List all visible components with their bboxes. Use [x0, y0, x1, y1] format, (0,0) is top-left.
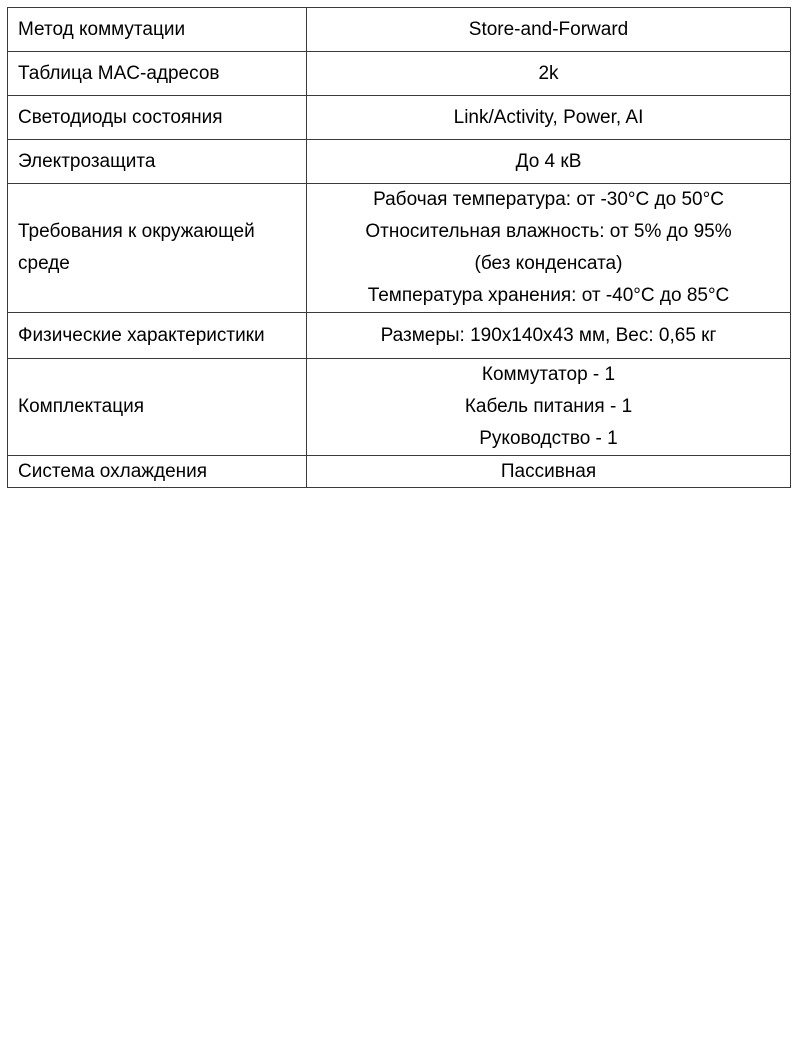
row-label-surge-protection: Электрозащита — [8, 140, 307, 184]
value-line: Рабочая температура: от -30°C до 50°C — [373, 189, 724, 210]
row-label-mac-table: Таблица MAC-адресов — [8, 52, 307, 96]
row-value-environment — [307, 184, 791, 313]
value-line: Кабель питания - 1 — [464, 396, 633, 417]
row-value-switching-method — [307, 8, 791, 52]
row-value-package — [307, 359, 791, 456]
table-row — [8, 140, 791, 184]
value-line: Руководство - 1 — [479, 428, 618, 449]
row-label-switching-method: Метод коммутации — [8, 8, 307, 52]
value-line: Link/Activity, Power, AI — [453, 106, 644, 128]
table-row — [8, 313, 791, 359]
row-label-environment: Требования к окружающей среде — [8, 184, 307, 313]
value-line: Размеры: 190x140x43 мм, Вес: 0,65 кг — [380, 324, 717, 346]
value-line: Коммутатор - 1 — [481, 364, 616, 385]
value-line: Относительная влажность: от 5% до 95% — [365, 221, 732, 242]
table-row — [8, 359, 791, 456]
row-value-cooling — [307, 456, 791, 488]
table-row — [8, 8, 791, 52]
row-value-mac-table — [307, 52, 791, 96]
spec-table — [7, 7, 791, 488]
row-value-physical — [307, 313, 791, 359]
value-line: (без конденсата) — [474, 253, 623, 274]
row-label-physical: Физические характеристики — [8, 313, 307, 359]
table-row — [8, 96, 791, 140]
value-line: Store-and-Forward — [468, 18, 629, 40]
row-label-package: Комплектация — [8, 359, 307, 456]
row-value-surge-protection — [307, 140, 791, 184]
row-label-status-leds: Светодиоды состояния — [8, 96, 307, 140]
row-label-cooling: Система охлаждения — [8, 456, 307, 488]
value-line: Температура хранения: от -40°C до 85°C — [367, 285, 730, 306]
value-line: До 4 кВ — [515, 150, 582, 172]
table-row — [8, 52, 791, 96]
value-line: Пассивная — [500, 460, 597, 482]
value-line: 2k — [538, 62, 559, 84]
row-value-status-leds — [307, 96, 791, 140]
table-row — [8, 456, 791, 488]
table-row — [8, 184, 791, 313]
